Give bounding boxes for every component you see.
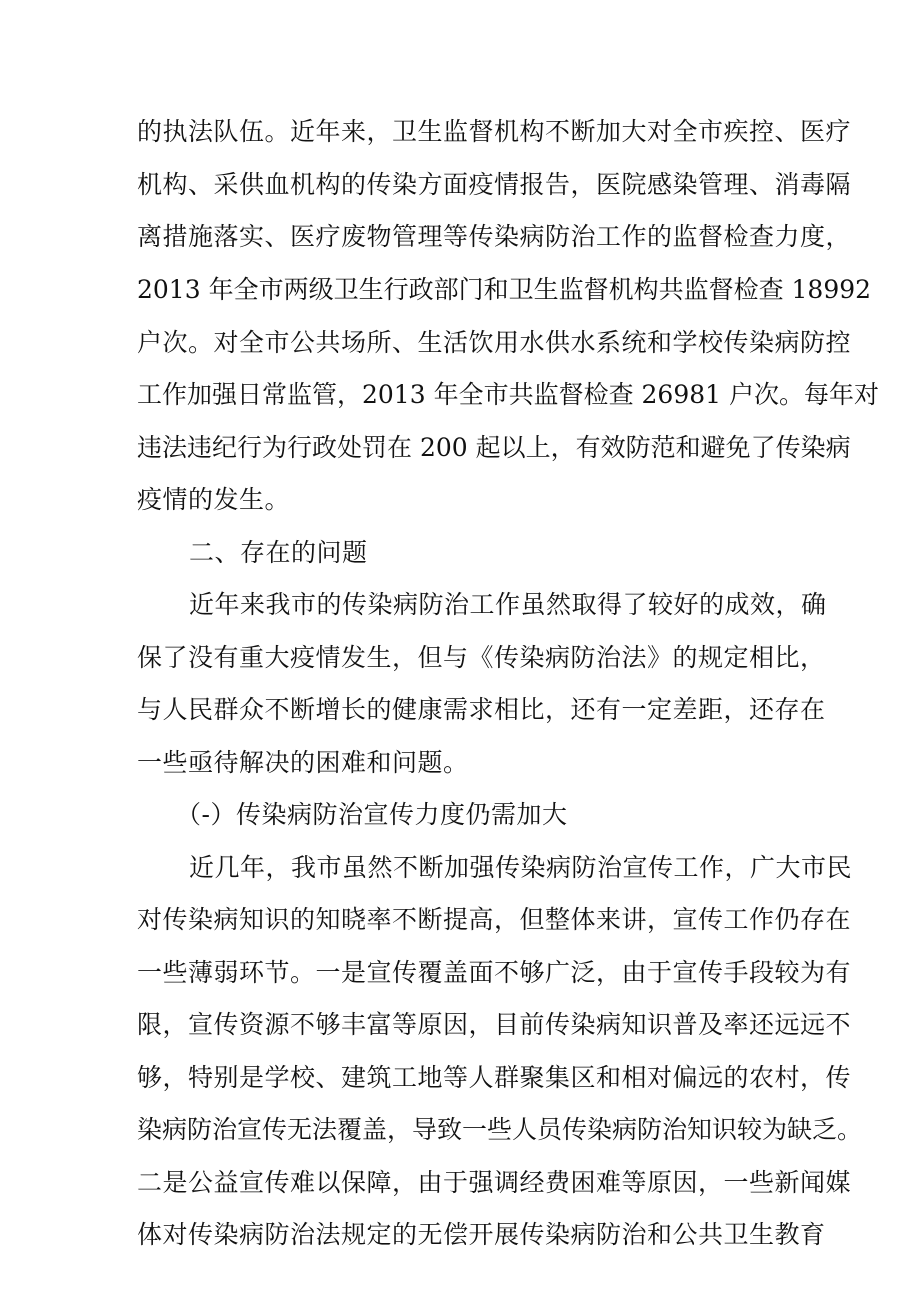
paragraph-line: 体对传染病防治法规定的无偿开展传染病防治和公共卫生教育 xyxy=(137,1220,826,1249)
paragraph-line: 机构、采供血机构的传染方面疫情报告，医院感染管理、消毒隔 xyxy=(137,170,852,199)
paragraph-line: 够，特别是学校、建筑工地等人群聚集区和相对偏远的农村，传 xyxy=(137,1063,852,1092)
paragraph-line: 的执法队伍。近年来，卫生监督机构不断加大对全市疾控、医疗 xyxy=(137,117,852,146)
paragraph-line: 近年来我市的传染病防治工作虽然取得了较好的成效，确 xyxy=(189,590,827,619)
paragraph-line: 限，宣传资源不够丰富等原因，目前传染病知识普及率还远远不 xyxy=(137,1010,852,1039)
paragraph-line: 户次。对全市公共场所、生活饮用水供水系统和学校传染病防控 xyxy=(137,328,852,357)
paragraph-line: 染病防治宣传无法覆盖，导致一些人员传染病防治知识较为缺乏。 xyxy=(137,1115,863,1144)
paragraph-line: 保了没有重大疫情发生，但与《传染病防治法》的规定相比， xyxy=(137,643,826,672)
paragraph-line: 违法违纪行为行政处罚在 200 起以上，有效防范和避免了传染病 xyxy=(137,433,851,462)
paragraph-line: 对传染病知识的知晓率不断提高，但整体来讲，宣传工作仍存在 xyxy=(137,905,852,934)
paragraph-line: 近几年，我市虽然不断加强传染病防治宣传工作，广大市民 xyxy=(189,853,853,882)
paragraph-line: 疫情的发生。 xyxy=(137,485,291,514)
subsection-heading: （-）传染病防治宣传力度仍需加大 xyxy=(176,800,568,829)
paragraph-line: 一些亟待解决的困难和问题。 xyxy=(137,748,469,777)
paragraph-line: 离措施落实、医疗废物管理等传染病防治工作的监督检查力度， xyxy=(137,222,852,251)
paragraph-line: 与人民群众不断增长的健康需求相比，还有一定差距，还存在 xyxy=(137,695,826,724)
paragraph-line: 一些薄弱环节。一是宣传覆盖面不够广泛，由于宣传手段较为有 xyxy=(137,958,852,987)
section-heading: 二、存在的问题 xyxy=(189,538,368,567)
paragraph-line: 二是公益宣传难以保障，由于强调经费困难等原因，一些新闻媒 xyxy=(137,1168,852,1197)
paragraph-line: 工作加强日常监管，2013 年全市共监督检查 26981 户次。每年对 xyxy=(137,380,879,409)
paragraph-line: 2013 年全市两级卫生行政部门和卫生监督机构共监督检查 18992 xyxy=(137,275,872,304)
